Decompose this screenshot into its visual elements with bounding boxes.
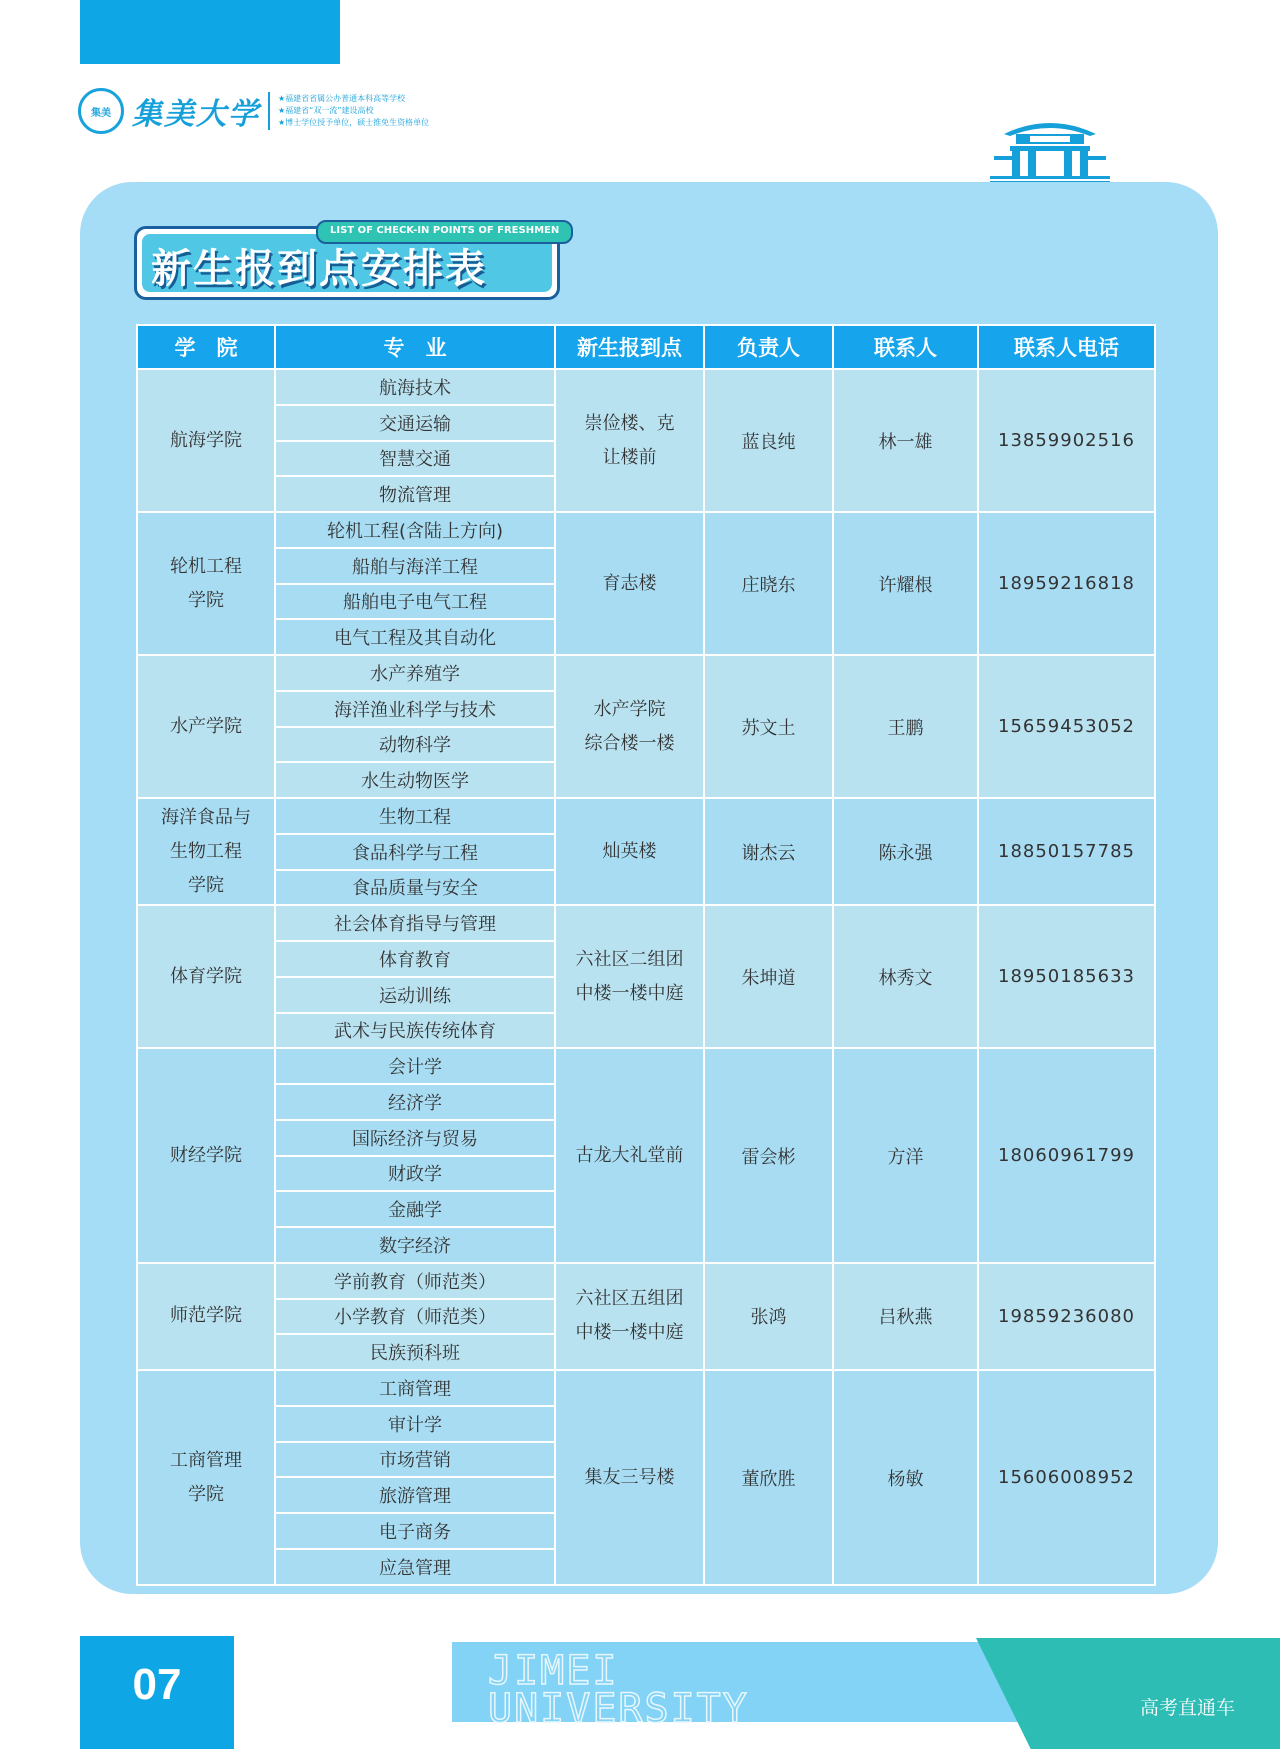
location-cell: 集友三号楼 bbox=[555, 1370, 704, 1585]
major-cell: 小学教育（师范类） bbox=[275, 1299, 555, 1335]
table-row bbox=[137, 1048, 1155, 1084]
university-seal-icon: 集美 bbox=[78, 88, 124, 134]
table-row bbox=[137, 798, 1155, 834]
major-cell: 会计学 bbox=[275, 1048, 555, 1084]
contact-cell: 林秀文 bbox=[833, 905, 978, 1048]
location-cell: 崇俭楼、克 让楼前 bbox=[555, 369, 704, 512]
college-cell: 工商管理 学院 bbox=[137, 1370, 275, 1585]
contact-cell: 许耀根 bbox=[833, 512, 978, 655]
table-row bbox=[137, 1370, 1155, 1406]
leader-cell: 朱坤道 bbox=[704, 905, 833, 1048]
location-cell: 灿英楼 bbox=[555, 798, 704, 905]
major-cell: 食品科学与工程 bbox=[275, 834, 555, 870]
college-cell: 师范学院 bbox=[137, 1263, 275, 1370]
tag-line: ★福建省省属公办普通本科高等学校 bbox=[278, 94, 406, 103]
major-cell: 船舶与海洋工程 bbox=[275, 548, 555, 584]
university-name: 集美大学 bbox=[132, 97, 260, 132]
major-cell: 食品质量与安全 bbox=[275, 870, 555, 906]
major-cell: 市场营销 bbox=[275, 1442, 555, 1478]
campus-gate-icon bbox=[990, 112, 1110, 184]
table-row bbox=[137, 1263, 1155, 1299]
leader-cell: 庄晓东 bbox=[704, 512, 833, 655]
leader-cell: 雷会彬 bbox=[704, 1048, 833, 1263]
contact-cell: 陈永强 bbox=[833, 798, 978, 905]
major-cell: 民族预科班 bbox=[275, 1334, 555, 1370]
col-header-contact: 联系人 bbox=[833, 325, 978, 369]
major-cell: 金融学 bbox=[275, 1191, 555, 1227]
major-cell: 轮机工程(含陆上方向) bbox=[275, 512, 555, 548]
table-row bbox=[137, 905, 1155, 941]
leader-cell: 蓝良纯 bbox=[704, 369, 833, 512]
major-cell: 水产养殖学 bbox=[275, 655, 555, 691]
phone-cell: 15659453052 bbox=[978, 655, 1155, 798]
top-accent-bar bbox=[80, 0, 340, 64]
college-cell: 体育学院 bbox=[137, 905, 275, 1048]
university-tags bbox=[278, 93, 429, 129]
leader-cell: 张鸿 bbox=[704, 1263, 833, 1370]
major-cell: 生物工程 bbox=[275, 798, 555, 834]
table-header-row bbox=[137, 325, 1155, 369]
page-number: 07 bbox=[132, 1660, 182, 1709]
location-cell: 六社区二组团 中楼一楼中庭 bbox=[555, 905, 704, 1048]
major-cell: 水生动物医学 bbox=[275, 762, 555, 798]
col-header-college: 学 院 bbox=[137, 325, 275, 369]
major-cell: 运动训练 bbox=[275, 977, 555, 1013]
phone-cell: 13859902516 bbox=[978, 369, 1155, 512]
table-row bbox=[137, 512, 1155, 548]
major-cell: 交通运输 bbox=[275, 405, 555, 441]
location-cell: 六社区五组团 中楼一楼中庭 bbox=[555, 1263, 704, 1370]
major-cell: 物流管理 bbox=[275, 476, 555, 512]
major-cell: 国际经济与贸易 bbox=[275, 1120, 555, 1156]
university-logo-header bbox=[78, 86, 429, 136]
phone-cell: 18850157785 bbox=[978, 798, 1155, 905]
col-header-leader: 负责人 bbox=[704, 325, 833, 369]
col-header-location: 新生报到点 bbox=[555, 325, 704, 369]
table-row bbox=[137, 655, 1155, 691]
location-cell: 育志楼 bbox=[555, 512, 704, 655]
source-label: 高考直通车 bbox=[1140, 1697, 1236, 1719]
college-cell: 海洋食品与 生物工程 学院 bbox=[137, 798, 275, 905]
college-cell: 轮机工程 学院 bbox=[137, 512, 275, 655]
col-header-major: 专 业 bbox=[275, 325, 555, 369]
major-cell: 学前教育（师范类） bbox=[275, 1263, 555, 1299]
page-number-box bbox=[80, 1636, 234, 1749]
major-cell: 船舶电子电气工程 bbox=[275, 584, 555, 620]
contact-cell: 杨敏 bbox=[833, 1370, 978, 1585]
title-english-tag: LIST OF CHECK-IN POINTS OF FRESHMEN bbox=[316, 220, 573, 244]
major-cell: 武术与民族传统体育 bbox=[275, 1013, 555, 1049]
leader-cell: 谢杰云 bbox=[704, 798, 833, 905]
phone-cell: 18060961799 bbox=[978, 1048, 1155, 1263]
tag-line: ★福建省“双一流”建设高校 bbox=[278, 106, 374, 115]
major-cell: 电子商务 bbox=[275, 1513, 555, 1549]
phone-cell: 19859236080 bbox=[978, 1263, 1155, 1370]
leader-cell: 苏文土 bbox=[704, 655, 833, 798]
major-cell: 应急管理 bbox=[275, 1549, 555, 1585]
major-cell: 动物科学 bbox=[275, 727, 555, 763]
major-cell: 电气工程及其自动化 bbox=[275, 619, 555, 655]
contact-cell: 王鹏 bbox=[833, 655, 978, 798]
college-cell: 财经学院 bbox=[137, 1048, 275, 1263]
major-cell: 智慧交通 bbox=[275, 441, 555, 477]
major-cell: 审计学 bbox=[275, 1406, 555, 1442]
major-cell: 社会体育指导与管理 bbox=[275, 905, 555, 941]
college-cell: 水产学院 bbox=[137, 655, 275, 798]
location-cell: 水产学院 综合楼一楼 bbox=[555, 655, 704, 798]
phone-cell: 15606008952 bbox=[978, 1370, 1155, 1585]
phone-cell: 18959216818 bbox=[978, 512, 1155, 655]
page-title: 新生报到点安排表 bbox=[151, 246, 487, 292]
leader-cell: 董欣胜 bbox=[704, 1370, 833, 1585]
major-cell: 海洋渔业科学与技术 bbox=[275, 691, 555, 727]
table-row bbox=[137, 369, 1155, 405]
major-cell: 旅游管理 bbox=[275, 1477, 555, 1513]
logo-divider bbox=[268, 92, 270, 130]
table-body bbox=[137, 369, 1155, 1585]
major-cell: 财政学 bbox=[275, 1156, 555, 1192]
location-cell: 古龙大礼堂前 bbox=[555, 1048, 704, 1263]
tag-line: ★博士学位授予单位，硕士推免生资格单位 bbox=[278, 118, 430, 127]
major-cell: 经济学 bbox=[275, 1084, 555, 1120]
major-cell: 工商管理 bbox=[275, 1370, 555, 1406]
contact-cell: 林一雄 bbox=[833, 369, 978, 512]
college-cell: 航海学院 bbox=[137, 369, 275, 512]
major-cell: 航海技术 bbox=[275, 369, 555, 405]
col-header-phone: 联系人电话 bbox=[978, 325, 1155, 369]
major-cell: 体育教育 bbox=[275, 941, 555, 977]
checkin-table bbox=[136, 324, 1154, 1586]
footer-watermark: JIMEI UNIVERSITY bbox=[488, 1648, 749, 1732]
major-cell: 数字经济 bbox=[275, 1227, 555, 1263]
contact-cell: 方洋 bbox=[833, 1048, 978, 1263]
phone-cell: 18950185633 bbox=[978, 905, 1155, 1048]
contact-cell: 吕秋燕 bbox=[833, 1263, 978, 1370]
